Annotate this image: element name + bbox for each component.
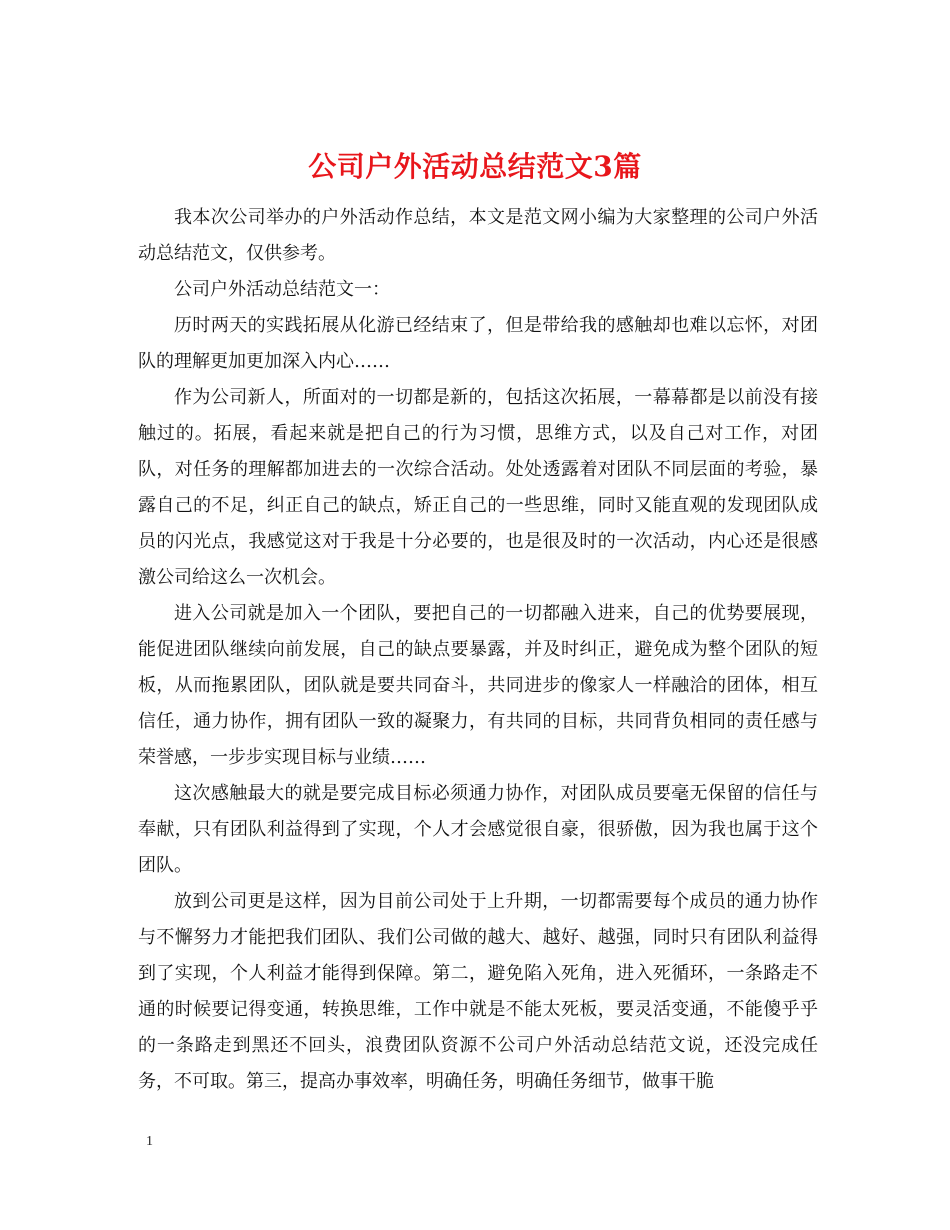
paragraph-body: 这次感触最大的就是要完成目标必须通力协作，对团队成员要毫无保留的信任与奉献，只有团队利益得到了实现，个人才会感觉很自豪，很骄傲，因为我也属于这个团队。 [138, 783, 818, 876]
paragraph-body: 放到公司更是这样，因为目前公司处于上升期，一切都需要每个成员的通力协作与不懈努力才能把我们团队、我们公司做的越大、越好、越强，同时只有团队利益得到了实现，个人利益才能得到保障。第二，避免陷入死角，进入死循环，一条路走不通的时候要记得变通，转换思维，工作中就是不能太死板，要灵活变通，不能傻乎乎的一条路走到黑还不回头，浪费团队资源不公司户外活动总结范文说，还没完成任务，不可取。第三，提高办事效率，明确任务，明确任务细节，做事干脆 [138, 891, 818, 1092]
paragraph-body: 进入公司就是加入一个团队，要把自己的一切都融入进来，自己的优势要展现，能促进团队继续向前发展，自己的缺点要暴露，并及时纠正，避免成为整个团队的短板，从而拖累团队，团队就是要共同奋斗，共同进步的像家人一样融洽的团体，相互信任，通力协作，拥有团队一致的凝聚力，有共同的目标，共同背负相同的责任感与荣誉感，一步步实现目标与业绩…… [138, 603, 818, 768]
paragraph-intro: 我本次公司举办的户外活动作总结，本文是范文网小编为大家整理的公司户外活动总结范文，仅供参考。 [138, 207, 818, 264]
document-body [138, 200, 818, 1100]
page-number: 1 [146, 1134, 153, 1149]
paragraph-body: 历时两天的实践拓展从化游已经结束了，但是带给我的感触却也难以忘怀，对团队的理解更加更加深入内心…… [138, 315, 818, 372]
paragraph-section-heading: 公司户外活动总结范文一： [174, 279, 390, 300]
document-title: 公司户外活动总结范文3篇 [308, 149, 642, 183]
paragraph-body: 作为公司新人，所面对的一切都是新的，包括这次拓展，一幕幕都是以前没有接触过的。拓展，看起来就是把自己的行为习惯，思维方式，以及自己对工作，对团队，对任务的理解都加进去的一次综合活动。处处透露着对团队不同层面的考验，暴露自己的不足，纠正自己的缺点，矫正自己的一些思维，同时又能直观的发现团队成员的闪光点，我感觉这对于我是十分必要的，也是很及时的一次活动，内心还是很感激公司给这么一次机会。 [138, 387, 818, 588]
